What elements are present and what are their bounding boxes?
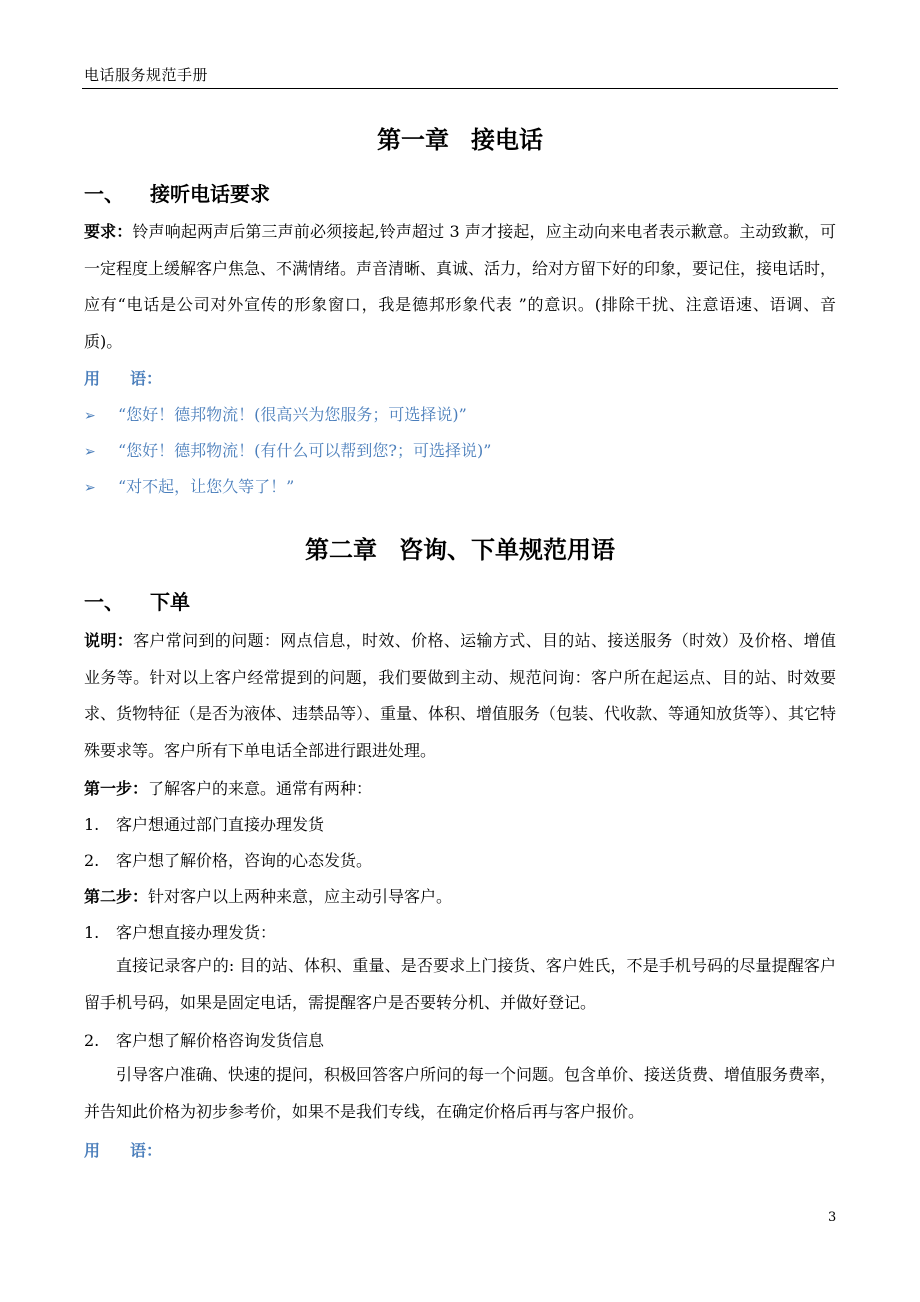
phrase-bullet	[84, 402, 467, 425]
step-1-line	[84, 776, 372, 799]
chapter-name: 咨询、下单规范用语	[399, 536, 615, 564]
section-title: 接听电话要求	[150, 182, 270, 206]
list-item: 2. 客户想了解价格，咨询的心态发货。	[84, 851, 373, 870]
phrase-bullet	[84, 474, 294, 497]
chapter-number: 第一章	[377, 126, 449, 154]
list-item: 1. 客户想通过部门直接办理发货	[84, 815, 325, 834]
description-label: 说明：	[84, 631, 134, 650]
phrase-label: 用 语：	[84, 369, 163, 388]
case-2-paragraph: 引导客户准确、快速的提问，积极回答客户所问的每一个问题。包含单价、接送货费、增值服务费率，并告知此价格为初步参考价，如果不是我们专线，在确定价格后再与客户报价。	[84, 1065, 837, 1121]
case-2-heading: 2. 客户想了解价格咨询发货信息	[84, 1031, 325, 1050]
section-heading-answer-requirements	[84, 178, 270, 207]
arrow-bullet-icon: ➢	[84, 444, 96, 460]
description-paragraph	[84, 623, 836, 769]
section-number: 一、	[84, 590, 124, 614]
requirement-label: 要求：	[84, 222, 133, 241]
arrow-bullet-icon: ➢	[84, 408, 96, 424]
description-text: 客户常问到的问题：网点信息，时效、价格、运输方式、目的站、接送服务（时效）及价格、增值业务等。针对以上客户经常提到的问题，我们要做到主动、规范问询：客户所在起运点、目的站、时效要求、货物特征（是否为液体、违禁品等）、重量、体积、增值服务（包装、代收款、等通知放货等）、其它特殊要求等。客户所有下单电话全部进行跟进处理。	[84, 631, 837, 760]
page-number: 3	[828, 1210, 837, 1225]
arrow-bullet-icon: ➢	[84, 480, 96, 496]
requirement-text: 铃声响起两声后第三声前必须接起,铃声超过 3 声才接起，应主动向来电者表示歉意。主动致歉，可一定程度上缓解客户焦急、不满情绪。声音清晰、真诚、活力，给对方留下好的印象，要记住，接电话时，应有“电话是公司对外宣传的形象窗口，我是德邦形象代表 ”的意识。(排除干扰、注意语速、语调、音质)。	[84, 222, 837, 351]
step-2-text: 针对客户以上两种来意，应主动引导客户。	[148, 887, 453, 906]
phrase-text: “您好！德邦物流！(有什么可以帮到您?；可选择说)”	[118, 441, 492, 460]
chapter-1-title	[0, 120, 920, 155]
phrase-text: “对不起，让您久等了！”	[118, 477, 295, 496]
running-header: 电话服务规范手册	[84, 66, 209, 84]
step-1-label: 第一步：	[84, 779, 149, 798]
section-heading-order	[84, 586, 190, 615]
phrase-text: “您好！德邦物流！(很高兴为您服务；可选择说)”	[118, 405, 467, 424]
case-1-paragraph: 直接记录客户的: 目的站、体积、重量、是否要求上门接货、客户姓氏，不是手机号码的尽量提醒客户留手机号码，如果是固定电话，需提醒客户是否要转分机、并做好登记。	[84, 956, 836, 1012]
section-number: 一、	[84, 182, 124, 206]
case-1-heading: 1. 客户想直接办理发货：	[84, 923, 277, 942]
section-title: 下单	[150, 590, 190, 614]
phrase-bullet	[84, 438, 491, 461]
step-1-text: 了解客户的来意。通常有两种：	[148, 779, 373, 798]
chapter-2-title	[0, 530, 920, 565]
phrase-label: 用 语：	[84, 1141, 163, 1160]
requirement-paragraph	[84, 214, 836, 360]
chapter-name: 接电话	[471, 126, 543, 154]
chapter-number: 第二章	[305, 536, 377, 564]
header-rule	[82, 88, 838, 89]
step-2-label: 第二步：	[84, 887, 149, 906]
step-2-line	[84, 884, 452, 907]
